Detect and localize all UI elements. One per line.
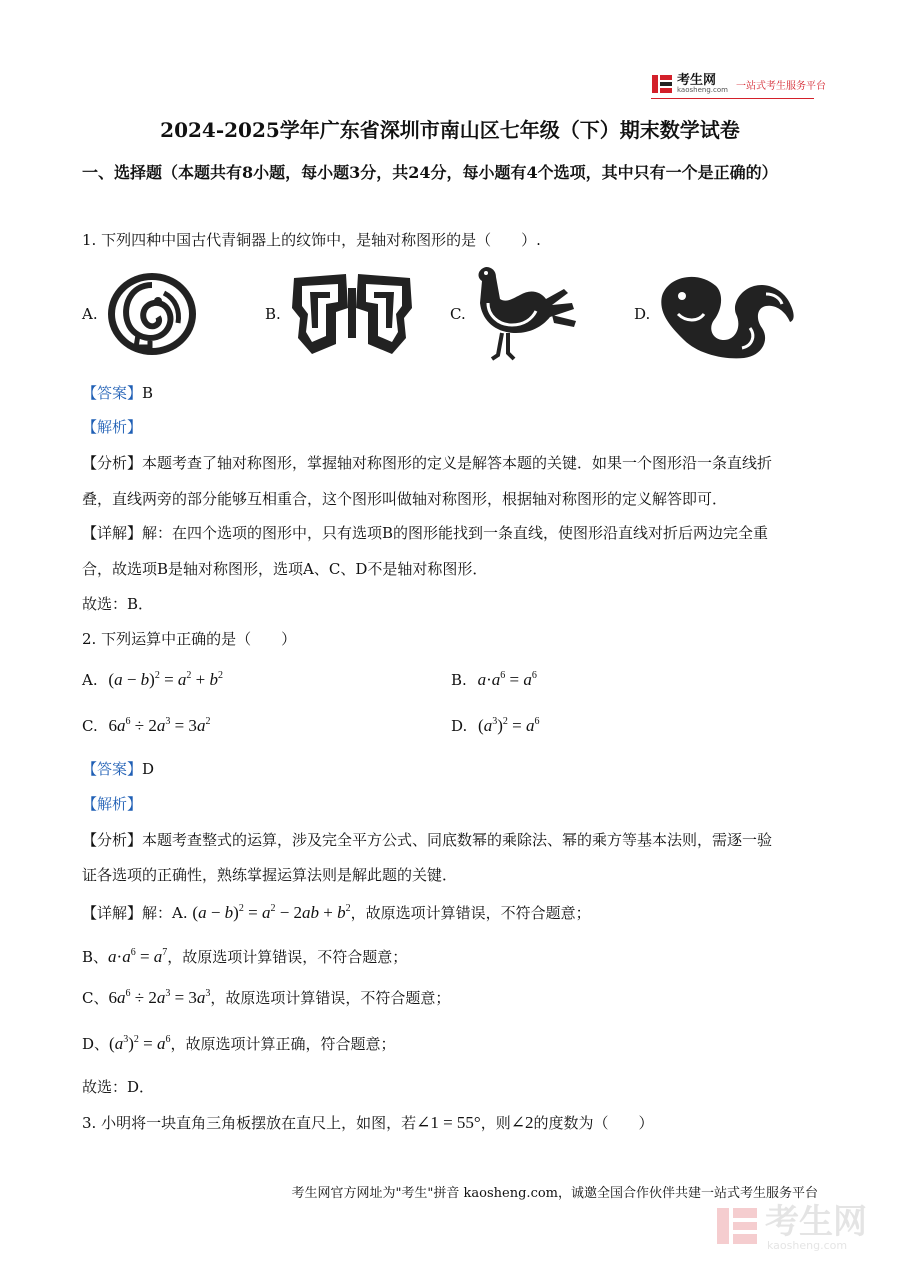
- q1-option-b-pattern-icon: [290, 268, 414, 362]
- q1-answer-tag: 【答案】: [82, 384, 143, 402]
- q2-option-d: [451, 716, 539, 736]
- q1-xiangjie-line1: [82, 522, 768, 543]
- q2-option-b: [451, 670, 537, 690]
- q1-answer: B: [142, 384, 154, 402]
- q1-fenxi-tag: 【分析】: [82, 454, 143, 472]
- q2-fenxi-tag: 【分析】: [82, 831, 143, 849]
- q1-stem: 1. 下列四种中国古代青铜器上的纹饰中，是轴对称图形的是（ ）.: [82, 231, 541, 249]
- q1-xiangjie-text1: 解：在四个选项的图形中，只有选项B的图形能找到一条直线，使图形沿直线对折后两边完全重: [142, 524, 769, 542]
- q1-option-c-pattern-icon: [472, 263, 578, 367]
- q1-fenxi-text1: 本题考查了轴对称图形，掌握轴对称图形的定义是解答本题的关键．如果一个图形沿一条直线折: [142, 454, 773, 472]
- q1-answer-line: [82, 382, 153, 403]
- watermark-logo-icon: [715, 1204, 759, 1252]
- logo-slogan: 一站式考生服务平台: [735, 80, 826, 92]
- q2-fenxi-text1: 本题考查整式的运算，涉及完全平方公式、同底数幂的乘除法、幂的乘方等基本法则，需逐一验: [142, 831, 773, 849]
- q2-xj-c-prefix: C、: [82, 989, 109, 1007]
- q2-xj-b-prefix: B、: [82, 948, 109, 966]
- q2-xiangjie-b: [82, 946, 407, 967]
- page-footer: 考生网官方网址为"考生"拼音 kaosheng.com，诚邀全国合作伙伴共建一站式考生服务平台: [291, 1186, 818, 1201]
- page-title: 2024-2025学年广东省深圳市南山区七年级（下）期末数学试卷: [160, 118, 740, 142]
- q2-xiangjie-a: [82, 902, 591, 923]
- q2-xj-a-text: ，故原选项计算错误，不符合题意；: [350, 904, 591, 922]
- q3-stem: [82, 1112, 654, 1133]
- q2-stem: 2. 下列运算中正确的是（ ）: [82, 630, 297, 648]
- q2-option-d-label: D.: [451, 717, 468, 735]
- q1-xiangjie-tag: 【详解】: [82, 524, 143, 542]
- q2-option-c-formula: $6a^6 \div 2a^3 = 3a^2$: [108, 716, 211, 735]
- q2-answer-tag: 【答案】: [82, 760, 143, 778]
- q2-answer: D: [142, 760, 155, 778]
- q2-xj-c-text: ，故原选项计算错误，不符合题意；: [210, 989, 451, 1007]
- q2-fenxi-line1: [82, 829, 772, 850]
- q2-choose: 故选：D．: [82, 1078, 155, 1096]
- q3-stem-c: 的度数为（ ）: [533, 1114, 654, 1132]
- q2-xj-a-formula: $(a - b)^2 = a^2 - 2ab + b^2$: [192, 903, 351, 922]
- logo-url: kaosheng.com: [677, 85, 728, 94]
- q1-option-a-label: A.: [82, 305, 98, 323]
- q1-choose: 故选：B．: [82, 595, 154, 613]
- q2-answer-line: [82, 758, 154, 779]
- q3-angle2-formula: ∠2: [510, 1113, 534, 1132]
- q2-xj-d-prefix: D、: [82, 1035, 110, 1053]
- q2-option-a: [82, 670, 223, 690]
- q1-option-a-pattern-icon: [106, 271, 198, 361]
- q3-stem-b: ，则: [480, 1114, 511, 1132]
- q2-option-c: [82, 716, 210, 736]
- q2-option-d-formula: $(a^3)^2 = a^6$: [478, 716, 540, 735]
- q1-analysis-tag: 【解析】: [82, 418, 143, 436]
- q1-option-b-label: B.: [265, 305, 281, 323]
- q1-xiangjie-text2: 合，故选项B是轴对称图形，选项A、C、D不是轴对称图形．: [82, 560, 488, 578]
- header-logo: [651, 74, 826, 94]
- q2-option-b-label: B.: [451, 671, 467, 689]
- q1-option-c-label: C.: [450, 305, 466, 323]
- q2-xj-b-text: ，故原选项计算错误，不符合题意；: [167, 948, 408, 966]
- watermark-name: 考生网: [765, 1201, 867, 1242]
- q1-fenxi-line1: [82, 452, 772, 473]
- q2-xj-c-formula: $6a^6 \div 2a^3 = 3a^3$: [108, 988, 211, 1007]
- q2-xj-d-text: ，故原选项计算正确，符合题意；: [170, 1035, 396, 1053]
- watermark-url: kaosheng.com: [767, 1238, 848, 1252]
- q2-fenxi-text2: 证各选项的正确性，熟练掌握运算法则是解此题的关键．: [82, 866, 458, 884]
- q2-option-b-formula: $a\cdot a^6 = a^6$: [477, 670, 537, 689]
- q3-angle1-formula: ∠1 = 55°: [416, 1113, 481, 1132]
- q1-option-d-label: D.: [634, 305, 651, 323]
- q1-option-d-pattern-icon: [658, 266, 798, 364]
- q3-stem-a: 3. 小明将一块直角三角板摆放在直尺上，如图，若: [82, 1114, 417, 1132]
- q2-xj-b-formula: $a\cdot a^6 = a^7$: [108, 947, 168, 966]
- q2-xj-d-formula: $(a^3)^2 = a^6$: [109, 1034, 171, 1053]
- q2-xiangjie-tag: 【详解】: [82, 904, 143, 922]
- q2-analysis-tag: 【解析】: [82, 795, 143, 813]
- logo-mark-icon: [651, 74, 673, 94]
- q2-xiangjie-d: [82, 1033, 395, 1054]
- q2-option-a-label: A.: [82, 671, 98, 689]
- logo-name: 考生网: [677, 72, 717, 88]
- q2-option-c-label: C.: [82, 717, 98, 735]
- q2-xj-a-prefix: 解：A.: [142, 904, 188, 922]
- section-heading: 一、选择题（本题共有8小题，每小题3分，共24分，每小题有4个选项，其中只有一个是正确的）: [82, 163, 778, 182]
- q1-fenxi-text2: 叠，直线两旁的部分能够互相重合，这个图形叫做轴对称图形，根据轴对称图形的定义解答即可．: [82, 490, 728, 508]
- q2-xiangjie-c: [82, 987, 450, 1008]
- watermark: [715, 1201, 867, 1252]
- header-divider: [651, 98, 814, 99]
- q2-option-a-formula: $(a - b)^2 = a^2 + b^2$: [108, 670, 224, 689]
